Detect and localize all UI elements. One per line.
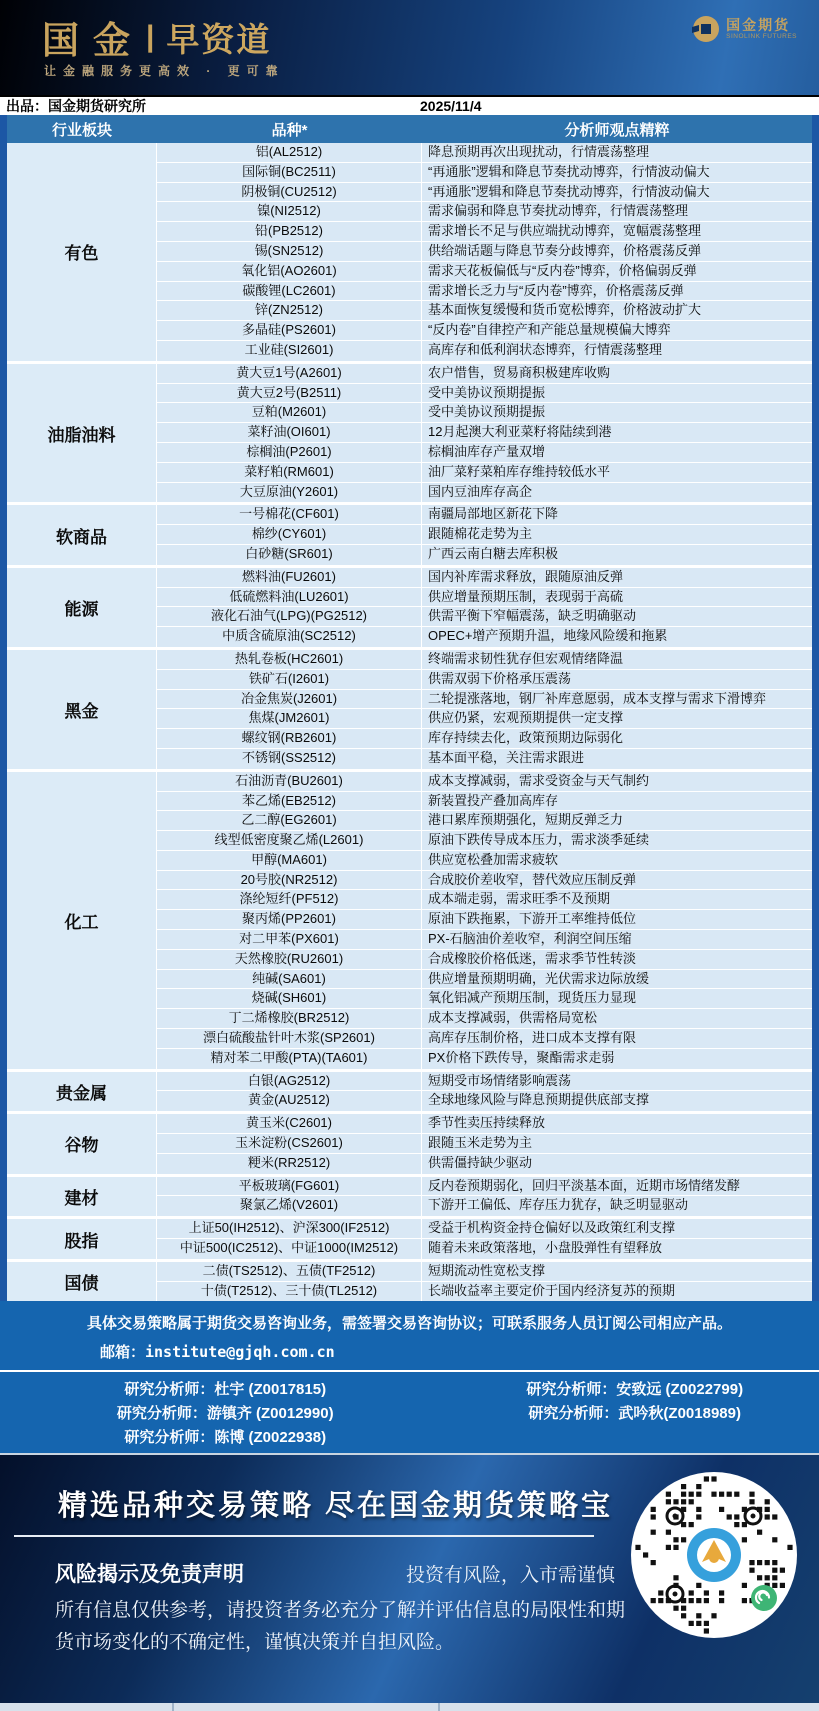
table-row	[157, 709, 812, 729]
view-cell: 下游开工偏低、库存压力犹存，缺乏明显驱动	[428, 1197, 689, 1213]
product-cell: 平板玻璃(FG601)	[157, 1177, 422, 1196]
table-row	[157, 222, 812, 242]
view-cell: 供应增量预期明确，光伏需求边际放缓	[428, 970, 650, 986]
risk-caption: 投资有风险，入市需谨慎	[405, 1565, 615, 1587]
sector-section	[7, 1216, 812, 1259]
table-row	[157, 525, 812, 545]
view-cell: 季节性卖压持续释放	[428, 1115, 546, 1131]
table-row	[157, 851, 812, 871]
view-cell: “再通胀”逻辑和降息节奏扰动博弈，行情波动偏大	[428, 163, 710, 179]
product-cell: 烧碱(SH601)	[157, 989, 422, 1008]
view-cell: 港口累库预期强化，短期反弹乏力	[428, 812, 624, 828]
column-header-product: 品种*	[271, 121, 308, 139]
product-cell: 乙二醇(EG2601)	[157, 811, 422, 830]
sector-section	[7, 143, 812, 361]
view-cell: 农户惜售，贸易商积极建库收购	[428, 364, 611, 380]
table-row	[157, 301, 812, 321]
sector-section	[7, 769, 812, 1069]
promo-slogan: 精选品种交易策略 尽在国金期货策略宝	[58, 1490, 614, 1523]
table-row	[157, 183, 812, 203]
sector-section	[7, 1259, 812, 1302]
analysts-column-right	[450, 1378, 819, 1447]
table-row	[157, 670, 812, 690]
analyst-entry: 研究分析师：陈博 (Z0022938)	[124, 1429, 327, 1447]
table-row	[157, 1239, 812, 1259]
product-cell: 石油沥青(BU2601)	[157, 772, 422, 791]
product-cell: 黄金(AU2512)	[157, 1091, 422, 1111]
table-row	[157, 1219, 812, 1239]
view-cell: 二轮提涨落地，钢厂补库意愿弱，成本支撑与需求下滑博弈	[428, 690, 767, 706]
product-cell: 上证50(IH2512)、沪深300(IF2512)	[157, 1219, 422, 1238]
sector-label: 国债	[7, 1262, 157, 1302]
product-cell: 聚氯乙烯(V2601)	[157, 1196, 422, 1216]
promo-banner	[0, 1453, 819, 1703]
product-cell: 精对苯二甲酸(PTA)(TA601)	[157, 1049, 422, 1069]
analyst-entry: 研究分析师：游镇齐 (Z0012990)	[116, 1405, 334, 1423]
view-cell: 南疆局部地区新花下降	[428, 506, 559, 522]
product-cell: 焦煤(JM2601)	[157, 709, 422, 728]
table-row	[157, 1029, 812, 1049]
sector-label: 有色	[7, 143, 157, 361]
product-cell: 白银(AG2512)	[157, 1072, 422, 1091]
view-cell: 供应仍紧，宏观预期提供一定支撑	[428, 710, 624, 726]
table-row	[157, 588, 812, 608]
view-cell: 供需平衡下窄幅震荡，缺乏明确驱动	[428, 608, 637, 624]
table-row	[157, 443, 812, 463]
table-row	[157, 282, 812, 302]
view-cell: 成本支撑减弱，供需格局宽松	[428, 1010, 598, 1026]
view-cell: OPEC+增产预期升温，地缘风险缓和拖累	[428, 628, 668, 644]
table-row	[157, 321, 812, 341]
table-row	[157, 970, 812, 990]
table-row	[157, 690, 812, 710]
table-row	[157, 341, 812, 361]
brand-primary-text: 国金	[42, 18, 144, 62]
view-cell: 原油下跌拖累，下游开工率维持低位	[428, 911, 637, 927]
product-cell: 锡(SN2512)	[157, 242, 422, 261]
product-cell: 工业硅(SI2601)	[157, 341, 422, 361]
sector-section	[7, 502, 812, 564]
view-cell: 成本支撑减弱，需求受资金与天气制约	[428, 772, 650, 788]
product-cell: 苯乙烯(EB2512)	[157, 792, 422, 811]
view-cell: 原油下跌传导成本压力，需求淡季延续	[428, 832, 650, 848]
product-cell: 氧化铝(AO2601)	[157, 262, 422, 281]
corner-logo	[693, 16, 797, 42]
sector-label: 股指	[7, 1219, 157, 1259]
analysts-block	[0, 1372, 819, 1447]
sector-section	[7, 647, 812, 769]
view-cell: 基本面恢复缓慢和货币宽松博弈，价格波动扩大	[428, 302, 702, 318]
view-cell: 跟随棉花走势为主	[428, 526, 533, 542]
table-row	[157, 568, 812, 588]
product-cell: 纯碱(SA601)	[157, 970, 422, 989]
product-cell: 国际铜(BC2511)	[157, 163, 422, 182]
sector-label: 谷物	[7, 1114, 157, 1173]
view-cell: 跟随玉米走势为主	[428, 1135, 533, 1151]
footer-contact-block	[0, 1301, 819, 1453]
view-cell: 广西云南白糖去库积极	[428, 545, 559, 561]
opinion-table	[0, 115, 819, 1301]
sector-label: 油脂油料	[7, 364, 157, 503]
table-row	[157, 163, 812, 183]
table-row	[157, 1134, 812, 1154]
product-cell: 锌(ZN2512)	[157, 301, 422, 320]
product-cell: 甲醇(MA601)	[157, 851, 422, 870]
view-cell: 12月起澳大利亚菜籽将陆续到港	[428, 424, 612, 440]
bottom-strip	[0, 1703, 819, 1711]
table-row	[157, 202, 812, 222]
product-cell: 棉纱(CY601)	[157, 525, 422, 544]
brand-product-text: 早资道	[166, 20, 272, 58]
product-cell: 十债(T2512)、三十债(TL2512)	[157, 1282, 422, 1302]
qr-code-svg	[629, 1470, 799, 1640]
table-row	[157, 505, 812, 525]
column-header-sector: 行业板块	[51, 121, 112, 139]
producer-label: 出品：国金期货研究所	[6, 98, 146, 114]
sector-label: 能源	[7, 568, 157, 647]
table-row	[157, 1049, 812, 1069]
table-row	[157, 871, 812, 891]
view-cell: 国内补库需求释放，跟随原油反弹	[428, 568, 624, 584]
table-row	[157, 463, 812, 483]
table-row	[157, 242, 812, 262]
table-row	[157, 749, 812, 769]
table-row	[157, 1196, 812, 1216]
table-row	[157, 811, 812, 831]
view-cell: PX-石脑油价差收窄，利润空间压缩	[428, 931, 632, 947]
view-cell: 反内卷预期弱化，回归平淡基本面，近期市场情绪发酵	[428, 1177, 741, 1193]
product-cell: 中质含硫原油(SC2512)	[157, 627, 422, 647]
table-row	[157, 607, 812, 627]
product-cell: 螺纹钢(RB2601)	[157, 729, 422, 748]
sector-section	[7, 1111, 812, 1173]
contact-email: 邮箱：institute@gjqh.com.cn	[100, 1343, 335, 1362]
report-date: 2025/11/4	[420, 98, 482, 114]
table-row	[157, 930, 812, 950]
product-cell: 镍(NI2512)	[157, 202, 422, 221]
view-cell: 供需僵持缺少驱动	[428, 1154, 533, 1170]
table-row	[157, 1072, 812, 1092]
view-cell: PX价格下跌传导，聚酯需求走弱	[428, 1049, 615, 1065]
table-row	[157, 384, 812, 404]
view-cell: 需求偏弱和降息节奏扰动博弈，行情震荡整理	[428, 203, 689, 219]
sector-section	[7, 565, 812, 647]
view-cell: 终端需求韧性犹存但宏观情绪降温	[428, 650, 624, 666]
view-cell: 长端收益率主要定价于国内经济复苏的预期	[428, 1282, 676, 1298]
table-row	[157, 1177, 812, 1197]
sector-label: 软商品	[7, 505, 157, 564]
table-row	[157, 483, 812, 503]
sector-label: 建材	[7, 1177, 157, 1217]
product-cell: 聚丙烯(PP2601)	[157, 910, 422, 929]
product-cell: 大豆原油(Y2601)	[157, 483, 422, 503]
qr-code	[629, 1470, 799, 1640]
sector-label: 贵金属	[7, 1072, 157, 1112]
view-cell: 随着未来政策落地，小盘股弹性有望释放	[428, 1240, 663, 1256]
table-row	[157, 831, 812, 851]
corner-logo-cn: 国金期货	[726, 16, 791, 33]
view-cell: 供给端话题与降息节奏分歧博弈，价格震荡反弹	[428, 242, 702, 258]
view-cell: 高库存和低利润状态博弈，行情震荡整理	[428, 341, 663, 357]
view-cell: 受益于机构资金持仓偏好以及政策红利支撑	[428, 1220, 676, 1236]
product-cell: 冶金焦炭(J2601)	[157, 690, 422, 709]
product-cell: 20号胶(NR2512)	[157, 871, 422, 890]
product-cell: 玉米淀粉(CS2601)	[157, 1134, 422, 1153]
product-cell: 线型低密度聚乙烯(L2601)	[157, 831, 422, 850]
product-cell: 一号棉花(CF601)	[157, 505, 422, 524]
corner-logo-en: SINOLINK FUTURES	[726, 33, 797, 41]
product-cell: 铝(AL2512)	[157, 143, 422, 162]
table-row	[157, 772, 812, 792]
table-row	[157, 1009, 812, 1029]
view-cell: 降息预期再次出现扰动，行情震荡整理	[428, 144, 650, 159]
disclaimer-text: 所有信息仅供参考，请投资者务必充分了解并评估信息的局限性和期货市场变化的不确定性，谨慎决策并自担风险。	[55, 1600, 626, 1653]
view-cell: 需求增长乏力与“反内卷”博弈，价格震荡反弹	[428, 282, 684, 298]
view-cell: 国内豆油库存高企	[428, 483, 533, 499]
column-header-view: 分析师观点精粹	[564, 121, 670, 139]
product-cell: 豆粕(M2601)	[157, 403, 422, 422]
table-row	[157, 1154, 812, 1174]
risk-disclaimer-title: 风险揭示及免责声明	[55, 1563, 244, 1587]
product-cell: 黄大豆1号(A2601)	[157, 364, 422, 383]
product-cell: 铁矿石(I2601)	[157, 670, 422, 689]
table-row	[157, 143, 812, 163]
coin-icon	[693, 16, 719, 42]
slogan-underline	[14, 1535, 594, 1537]
product-cell: 丁二烯橡胶(BR2512)	[157, 1009, 422, 1028]
view-cell: 需求增长不足与供应端扰动博弈，宽幅震荡整理	[428, 223, 702, 239]
view-cell: 基本面平稳，关注需求跟进	[428, 749, 585, 765]
sector-section	[7, 361, 812, 503]
view-cell: 氧化铝减产预期压制，现货压力显现	[428, 990, 637, 1006]
view-cell: 供需双弱下价格承压震荡	[428, 670, 572, 686]
product-cell: 不锈钢(SS2512)	[157, 749, 422, 769]
brand-logo	[42, 10, 271, 64]
product-cell: 漂白硫酸盐针叶木浆(SP2601)	[157, 1029, 422, 1048]
sector-section	[7, 1174, 812, 1217]
subscription-note: 具体交易策略属于期货交易咨询业务，需签署交易咨询协议；可联系服务人员订阅公司相应产品。	[86, 1315, 732, 1333]
table-row	[157, 627, 812, 647]
product-cell: 黄大豆2号(B2511)	[157, 384, 422, 403]
view-cell: 受中美协议预期提振	[428, 404, 546, 420]
table-row	[157, 729, 812, 749]
product-cell: 多晶硅(PS2601)	[157, 321, 422, 340]
header-banner	[0, 0, 819, 95]
product-cell: 燃料油(FU2601)	[157, 568, 422, 587]
table-row	[157, 650, 812, 670]
view-cell: 高库存压制价格，进口成本支撑有限	[428, 1030, 637, 1046]
view-cell: 成本端走弱，需求旺季不及预期	[428, 891, 611, 907]
sector-section	[7, 1069, 812, 1112]
qr-center-logo	[684, 1525, 744, 1585]
product-cell: 铅(PB2512)	[157, 222, 422, 241]
table-row	[157, 364, 812, 384]
table-row	[157, 545, 812, 565]
product-cell: 中证500(IC2512)、中证1000(IM2512)	[157, 1239, 422, 1259]
view-cell: “反内卷”自律控产和产能总量规模偏大博弈	[428, 322, 671, 338]
table-row	[157, 950, 812, 970]
analyst-entry: 研究分析师：武吟秋(Z0018989)	[528, 1405, 741, 1423]
analyst-entry: 研究分析师：安致远 (Z0022799)	[526, 1381, 744, 1399]
product-cell: 对二甲苯(PX601)	[157, 930, 422, 949]
product-cell: 黄玉米(C2601)	[157, 1114, 422, 1133]
table-row	[157, 1282, 812, 1302]
wechat-icon	[751, 1585, 777, 1611]
table-body	[7, 143, 812, 1301]
product-cell: 液化石油气(LPG)(PG2512)	[157, 607, 422, 626]
table-row	[157, 1114, 812, 1134]
product-cell: 白砂糖(SR601)	[157, 545, 422, 565]
analysts-column-left	[0, 1378, 450, 1447]
product-cell: 热轧卷板(HC2601)	[157, 650, 422, 669]
table-row	[157, 423, 812, 443]
view-cell: 合成胶价差收窄，替代效应压制反弹	[428, 871, 637, 887]
table-row	[157, 910, 812, 930]
view-cell: 受中美协议预期提振	[428, 384, 546, 400]
view-cell: 新装置投产叠加高库存	[428, 792, 559, 808]
table-row	[157, 1262, 812, 1282]
product-cell: 菜籽油(OI601)	[157, 423, 422, 442]
view-cell: 油厂菜籽菜粕库存维持较低水平	[428, 463, 611, 479]
sector-label: 黑金	[7, 650, 157, 769]
view-cell: “再通胀”逻辑和降息节奏扰动博弈，行情波动偏大	[428, 183, 710, 199]
view-cell: 短期流动性宽松支撑	[428, 1262, 546, 1278]
table-row	[157, 403, 812, 423]
product-cell: 涤纶短纤(PF512)	[157, 890, 422, 909]
view-cell: 需求天花板偏低与“反内卷”博弈，价格偏弱反弹	[428, 262, 697, 278]
product-cell: 棕榈油(P2601)	[157, 443, 422, 462]
table-row	[157, 989, 812, 1009]
view-cell: 棕榈油库存产量双增	[428, 443, 546, 459]
product-cell: 阴极铜(CU2512)	[157, 183, 422, 202]
product-cell: 菜籽粕(RM601)	[157, 463, 422, 482]
table-header-row	[7, 115, 812, 143]
view-cell: 全球地缘风险与降息预期提供底部支撑	[428, 1092, 650, 1108]
meta-bar	[0, 95, 819, 115]
view-cell: 短期受市场情绪影响震荡	[428, 1072, 572, 1088]
product-cell: 碳酸锂(LC2601)	[157, 282, 422, 301]
product-cell: 二债(TS2512)、五债(TF2512)	[157, 1262, 422, 1281]
view-cell: 供应宽松叠加需求疲软	[428, 851, 559, 867]
view-cell: 合成橡胶价格低迷，需求季节性转淡	[428, 950, 637, 966]
table-row	[157, 1091, 812, 1111]
brand-separator: |	[146, 20, 155, 53]
product-cell: 粳米(RR2512)	[157, 1154, 422, 1174]
sector-label: 化工	[7, 772, 157, 1069]
table-row	[157, 262, 812, 282]
analyst-entry: 研究分析师：杜宇 (Z0017815)	[124, 1381, 327, 1399]
product-cell: 天然橡胶(RU2601)	[157, 950, 422, 969]
view-cell: 库存持续去化，政策预期边际弱化	[428, 730, 624, 746]
product-cell: 低硫燃料油(LU2601)	[157, 588, 422, 607]
table-row	[157, 890, 812, 910]
table-row	[157, 792, 812, 812]
view-cell: 供应增量预期压制，表现弱于高硫	[428, 588, 624, 604]
brand-tagline: 让金融服务更高效 · 更可靠	[44, 64, 285, 78]
